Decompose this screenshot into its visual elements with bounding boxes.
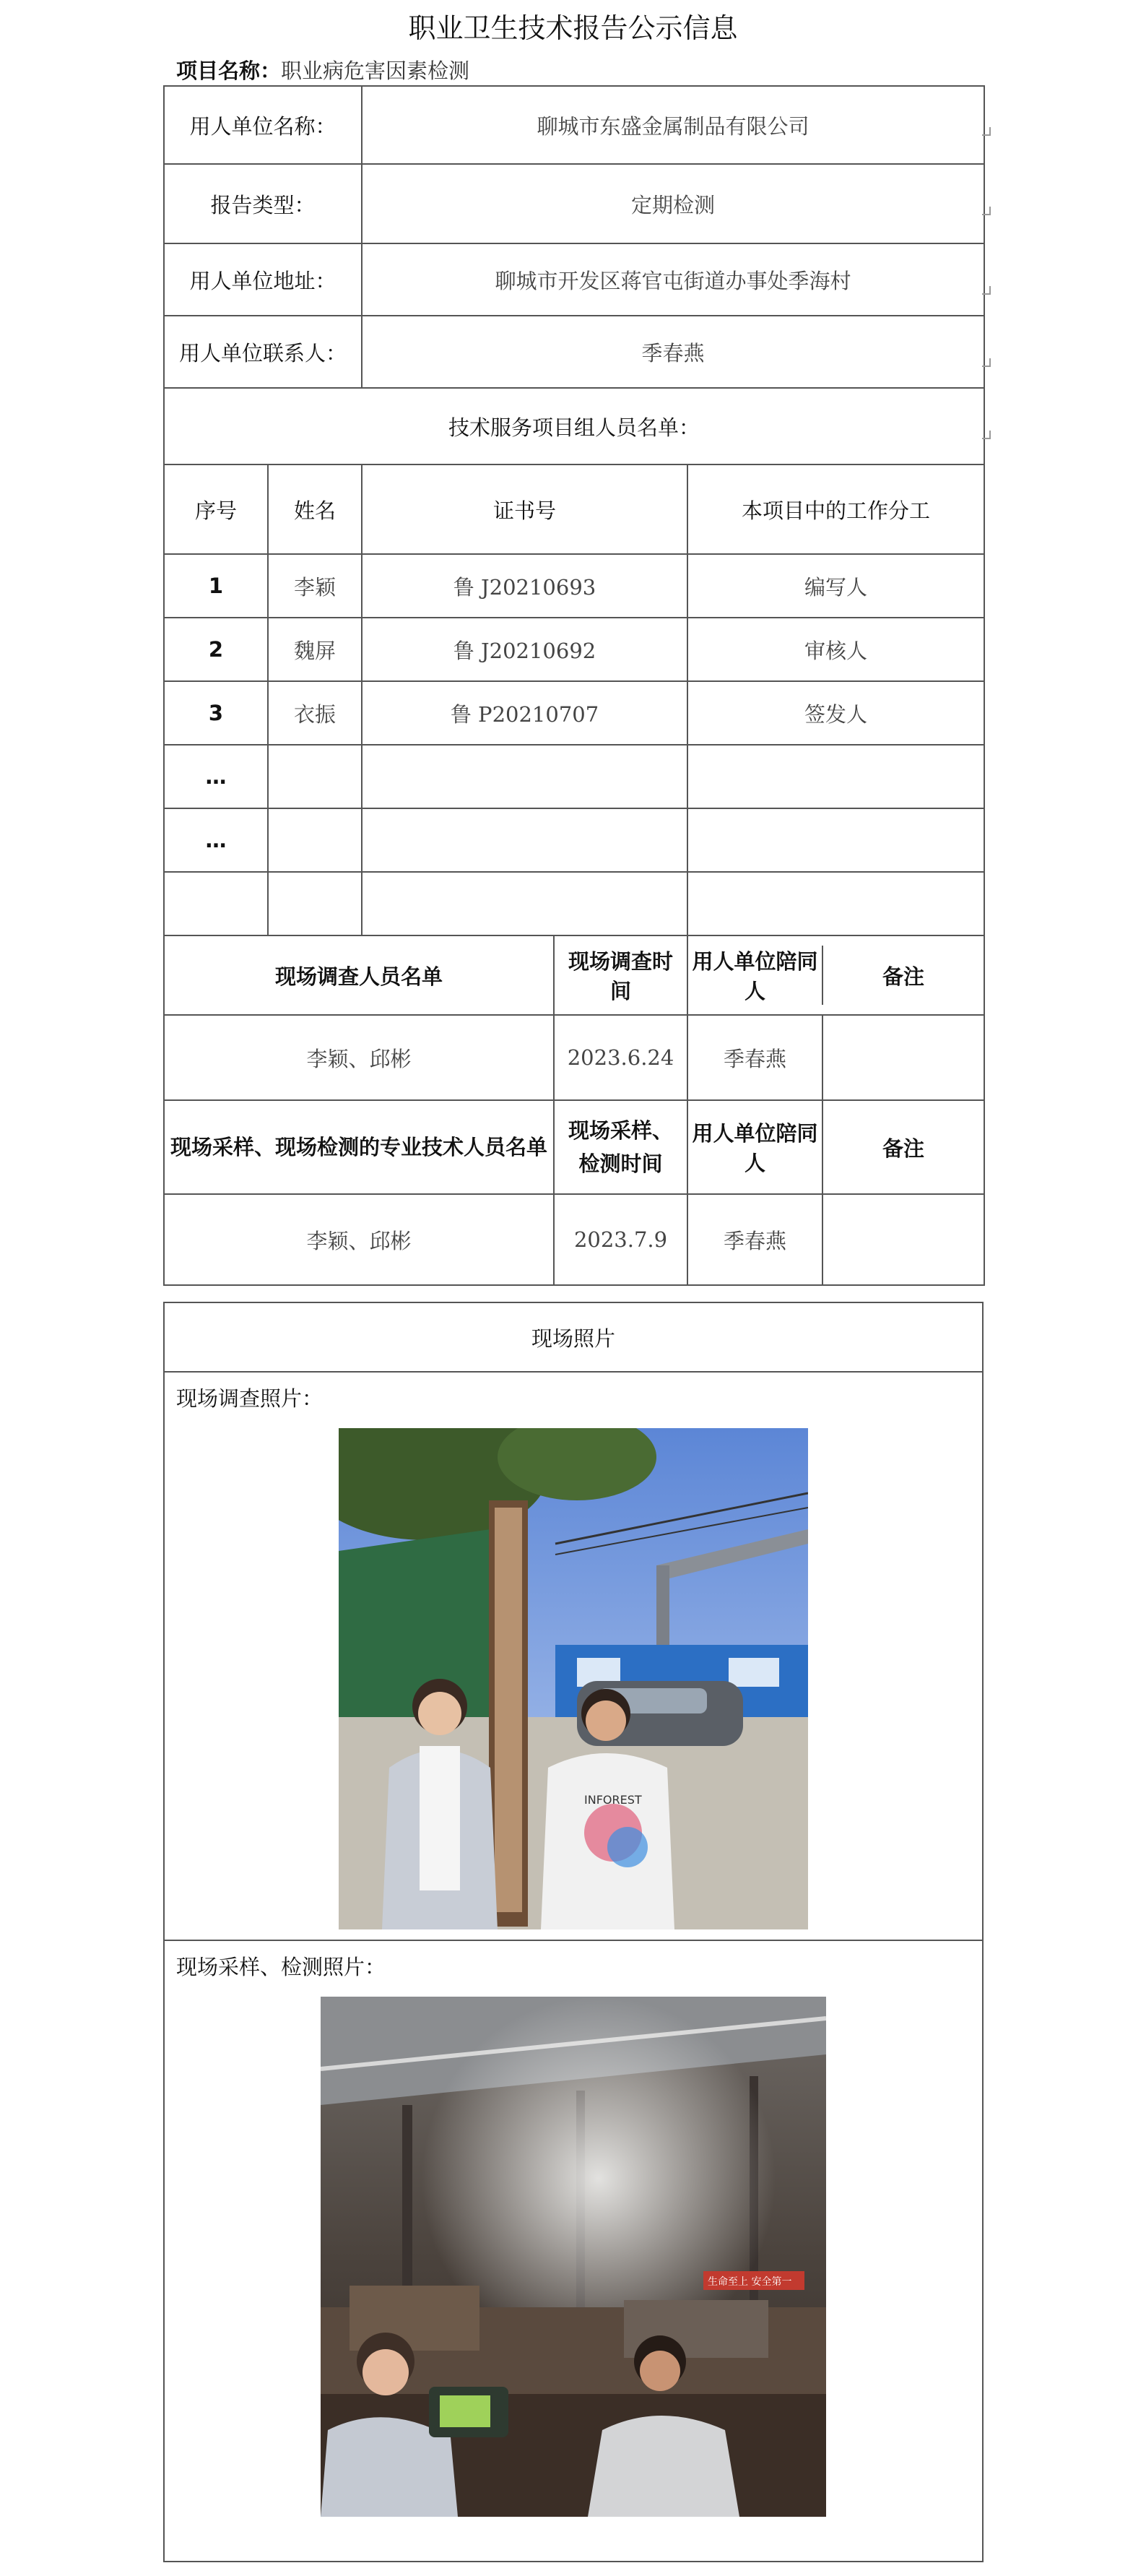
team-header-name: 姓名 <box>268 464 362 554</box>
team-row-cert <box>362 872 687 935</box>
margin-mark <box>982 207 991 215</box>
team-row-cert: 鲁 J20210692 <box>362 618 687 681</box>
employer-contact-label: 用人单位联系人： <box>164 316 362 388</box>
survey-escort-group <box>687 1015 984 1100</box>
sampling-note <box>823 1195 984 1284</box>
sampling-escort: 季春燕 <box>688 1195 823 1284</box>
team-header-no: 序号 <box>164 464 268 554</box>
table-row <box>164 618 984 681</box>
team-row-no: … <box>164 745 268 808</box>
page-title: 职业卫生技术报告公示信息 <box>408 12 738 44</box>
employer-name-label: 用人单位名称： <box>164 86 362 164</box>
sampling-header-escort: 用人单位陪同人 <box>688 1101 823 1193</box>
team-row-role: 签发人 <box>687 681 984 745</box>
margin-mark <box>982 431 991 439</box>
margin-mark <box>982 127 991 136</box>
report-type-value: 定期检测 <box>362 164 984 243</box>
employer-address-label: 用人单位地址： <box>164 243 362 316</box>
survey-staff: 李颖、邱彬 <box>164 1015 554 1100</box>
survey-header-escort: 用人单位陪同人 <box>688 946 823 1005</box>
survey-photo <box>339 1428 808 1929</box>
margin-mark <box>982 286 991 295</box>
survey-header-group <box>687 935 984 1015</box>
table-row <box>164 1015 984 1100</box>
team-row-role: 编写人 <box>687 554 984 618</box>
team-row-no: 3 <box>164 681 268 745</box>
sampling-staff: 李颖、邱彬 <box>164 1194 554 1285</box>
factory-banner: 生命至上 安全第一 <box>708 2276 792 2288</box>
table-row <box>164 554 984 618</box>
team-header-cert: 证书号 <box>362 464 687 554</box>
survey-header-staff: 现场调查人员名单 <box>164 935 554 1015</box>
site-photos-table <box>163 1302 984 2562</box>
team-row-name <box>268 872 362 935</box>
project-name-label: 项目名称： <box>176 59 282 83</box>
sampling-header-note: 备注 <box>882 1136 925 1161</box>
team-row-name: 魏屏 <box>268 618 362 681</box>
project-name <box>176 55 469 85</box>
team-row-name: 衣振 <box>268 681 362 745</box>
project-name-value: 职业病危害因素检测 <box>281 59 470 83</box>
sampling-photo-label: 现场采样、检测照片： <box>176 1955 386 1979</box>
margin-mark <box>982 358 991 367</box>
team-row-role <box>687 808 984 872</box>
team-row-cert <box>362 745 687 808</box>
survey-photo-image <box>339 1428 808 1929</box>
team-row-name <box>268 745 362 808</box>
sampling-header-time: 现场采样、检测时间 <box>554 1100 687 1194</box>
team-row-cert <box>362 808 687 872</box>
survey-photo-label: 现场调查照片： <box>176 1386 324 1411</box>
photos-heading: 现场照片 <box>164 1302 983 1372</box>
survey-note <box>823 1016 984 1099</box>
team-row-cert: 鲁 J20210693 <box>362 554 687 618</box>
sampling-photo-image <box>321 1997 826 2517</box>
team-row-no: 1 <box>164 554 268 618</box>
team-row-role: 审核人 <box>687 618 984 681</box>
team-heading: 技术服务项目组人员名单： <box>164 388 984 464</box>
team-row-role <box>687 872 984 935</box>
survey-photo-cell <box>164 1372 983 1940</box>
sampling-header-group <box>687 1100 984 1194</box>
survey-header-note: 备注 <box>882 964 925 989</box>
team-row-no: 2 <box>164 618 268 681</box>
table-row <box>164 681 984 745</box>
sampling-header-staff: 现场采样、现场检测的专业技术人员名单 <box>164 1100 554 1194</box>
team-row-name <box>268 808 362 872</box>
table-row <box>164 808 984 872</box>
survey-header-time: 现场调查时间 <box>554 935 687 1015</box>
sampling-photo-cell <box>164 1940 983 2562</box>
sampling-time: 2023.7.9 <box>554 1194 687 1285</box>
report-info-table <box>163 85 985 1286</box>
table-row <box>164 872 984 935</box>
sampling-escort-group <box>687 1194 984 1285</box>
table-row <box>164 1194 984 1285</box>
report-type-label: 报告类型： <box>164 164 362 243</box>
employer-address-value: 聊城市开发区蒋官屯街道办事处季海村 <box>362 243 984 316</box>
team-row-no: … <box>164 808 268 872</box>
employer-name-value: 聊城市东盛金属制品有限公司 <box>362 86 984 164</box>
team-row-cert: 鲁 P20210707 <box>362 681 687 745</box>
team-header-role: 本项目中的工作分工 <box>687 464 984 554</box>
survey-time: 2023.6.24 <box>554 1015 687 1100</box>
team-row-role <box>687 745 984 808</box>
survey-escort: 季春燕 <box>688 1016 823 1099</box>
employer-contact-value: 季春燕 <box>362 316 984 388</box>
sampling-photo <box>321 1997 826 2517</box>
team-row-name: 李颖 <box>268 554 362 618</box>
table-row <box>164 745 984 808</box>
shirt-print: INFOREST <box>584 1793 642 1807</box>
team-row-no <box>164 872 268 935</box>
